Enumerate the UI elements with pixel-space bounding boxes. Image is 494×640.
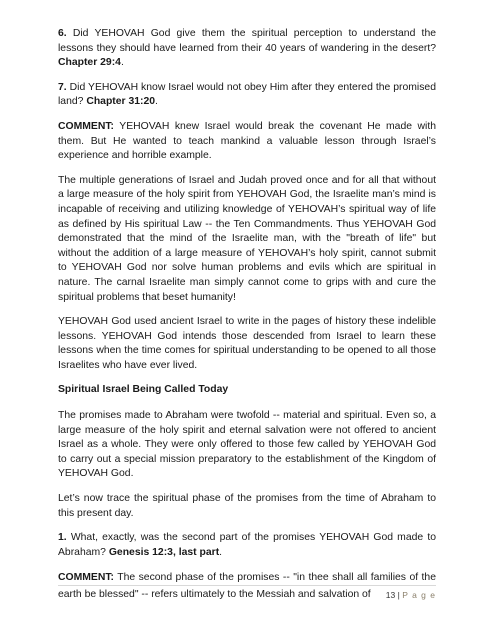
question-1 — [58, 531, 436, 560]
page-number: 13 — [385, 590, 396, 600]
punctuation: , — [172, 546, 179, 558]
question-number: 1. — [58, 532, 67, 544]
comment-label: COMMENT: — [58, 572, 114, 584]
question-number: 7. — [58, 81, 67, 93]
question-7 — [58, 81, 436, 110]
page-content — [58, 27, 436, 613]
question-text: What, exactly, was the second part of the promises YEHOVAH God made to Abraham? — [58, 532, 436, 558]
question-6 — [58, 27, 436, 71]
page-label: P a g e — [402, 590, 436, 600]
punctuation: . — [120, 57, 124, 69]
body-paragraph: Let’s now trace the spiritual phase of the promises from the time of Abraham to this present day. — [58, 493, 436, 519]
body-paragraph: YEHOVAH God used ancient Israel to write in the pages of history these indelible lessons. YEHOVAH God intends those descended from Israel to learn these lessons when the time comes for spiritual understanding to be opened to all those Israelites who have ever lived. — [58, 316, 436, 371]
comment-text: YEHOVAH knew Israel would break the covenant He made with them. But He wanted to teach mankind a valuable lesson through Israel’s experience and horrible example. — [58, 120, 436, 162]
punctuation: . — [219, 546, 223, 558]
body-paragraph: The promises made to Abraham were twofold -- material and spiritual. Even so, a large measure of the holy spirit and eternal salvation were not offered to ancient Israel as a whole. They were only offered to those few called by YEHOVAH God to carry out a special mission preparatory to the establishment of the Kingdom of YEHOVAH God. — [58, 410, 436, 480]
question-text: Did YEHOVAH know Israel would not obey Him after they entered the promised land? — [58, 81, 436, 108]
comment-text: The second phase of the promises -- "in thee shall all families of the earth be blessed" -- refers ultimately to the Messiah and salvation of — [58, 572, 436, 600]
punctuation: . — [155, 96, 158, 108]
comment-paragraph — [58, 120, 436, 164]
body-paragraph: The multiple generations of Israel and Judah proved once and for all that without a large measure of the holy spirit from YEHOVAH God, the Israelite man’s mind is incapable of receiving and utilizing knowledge of YEHOVAH’s spiritual way of life as defined by His spiritual Law -- the Ten Commandments. Thus YEHOVAH God demonstrated that the mind of the Israelite man, with the "breath of life" but without the addition of a large measure of YEHOVAH’s holy spirit, cannot submit to YEHOVAH God nor solve human problems and evils which are spiritual in nature. The carnal Israelite man simply cannot come to grips with and cure the spiritual problems that beset humanity! — [58, 174, 436, 303]
scripture-reference: Chapter 31:20 — [86, 96, 156, 108]
scripture-reference: Genesis 12:3 — [108, 546, 173, 558]
scripture-reference: Chapter 29:4 — [58, 57, 121, 69]
section-heading: Spiritual Israel Being Called Today — [58, 384, 229, 396]
page-footer — [58, 585, 436, 600]
scripture-reference-qualifier: last part — [178, 546, 220, 558]
footer-separator: | — [397, 590, 400, 600]
question-text: Did YEHOVAH God give them the spiritual perception to understand the lessons they should have learned from their 40 years of wandering in the desert? — [58, 28, 436, 54]
comment-label: COMMENT: — [58, 120, 114, 132]
question-number: 6. — [58, 28, 67, 39]
